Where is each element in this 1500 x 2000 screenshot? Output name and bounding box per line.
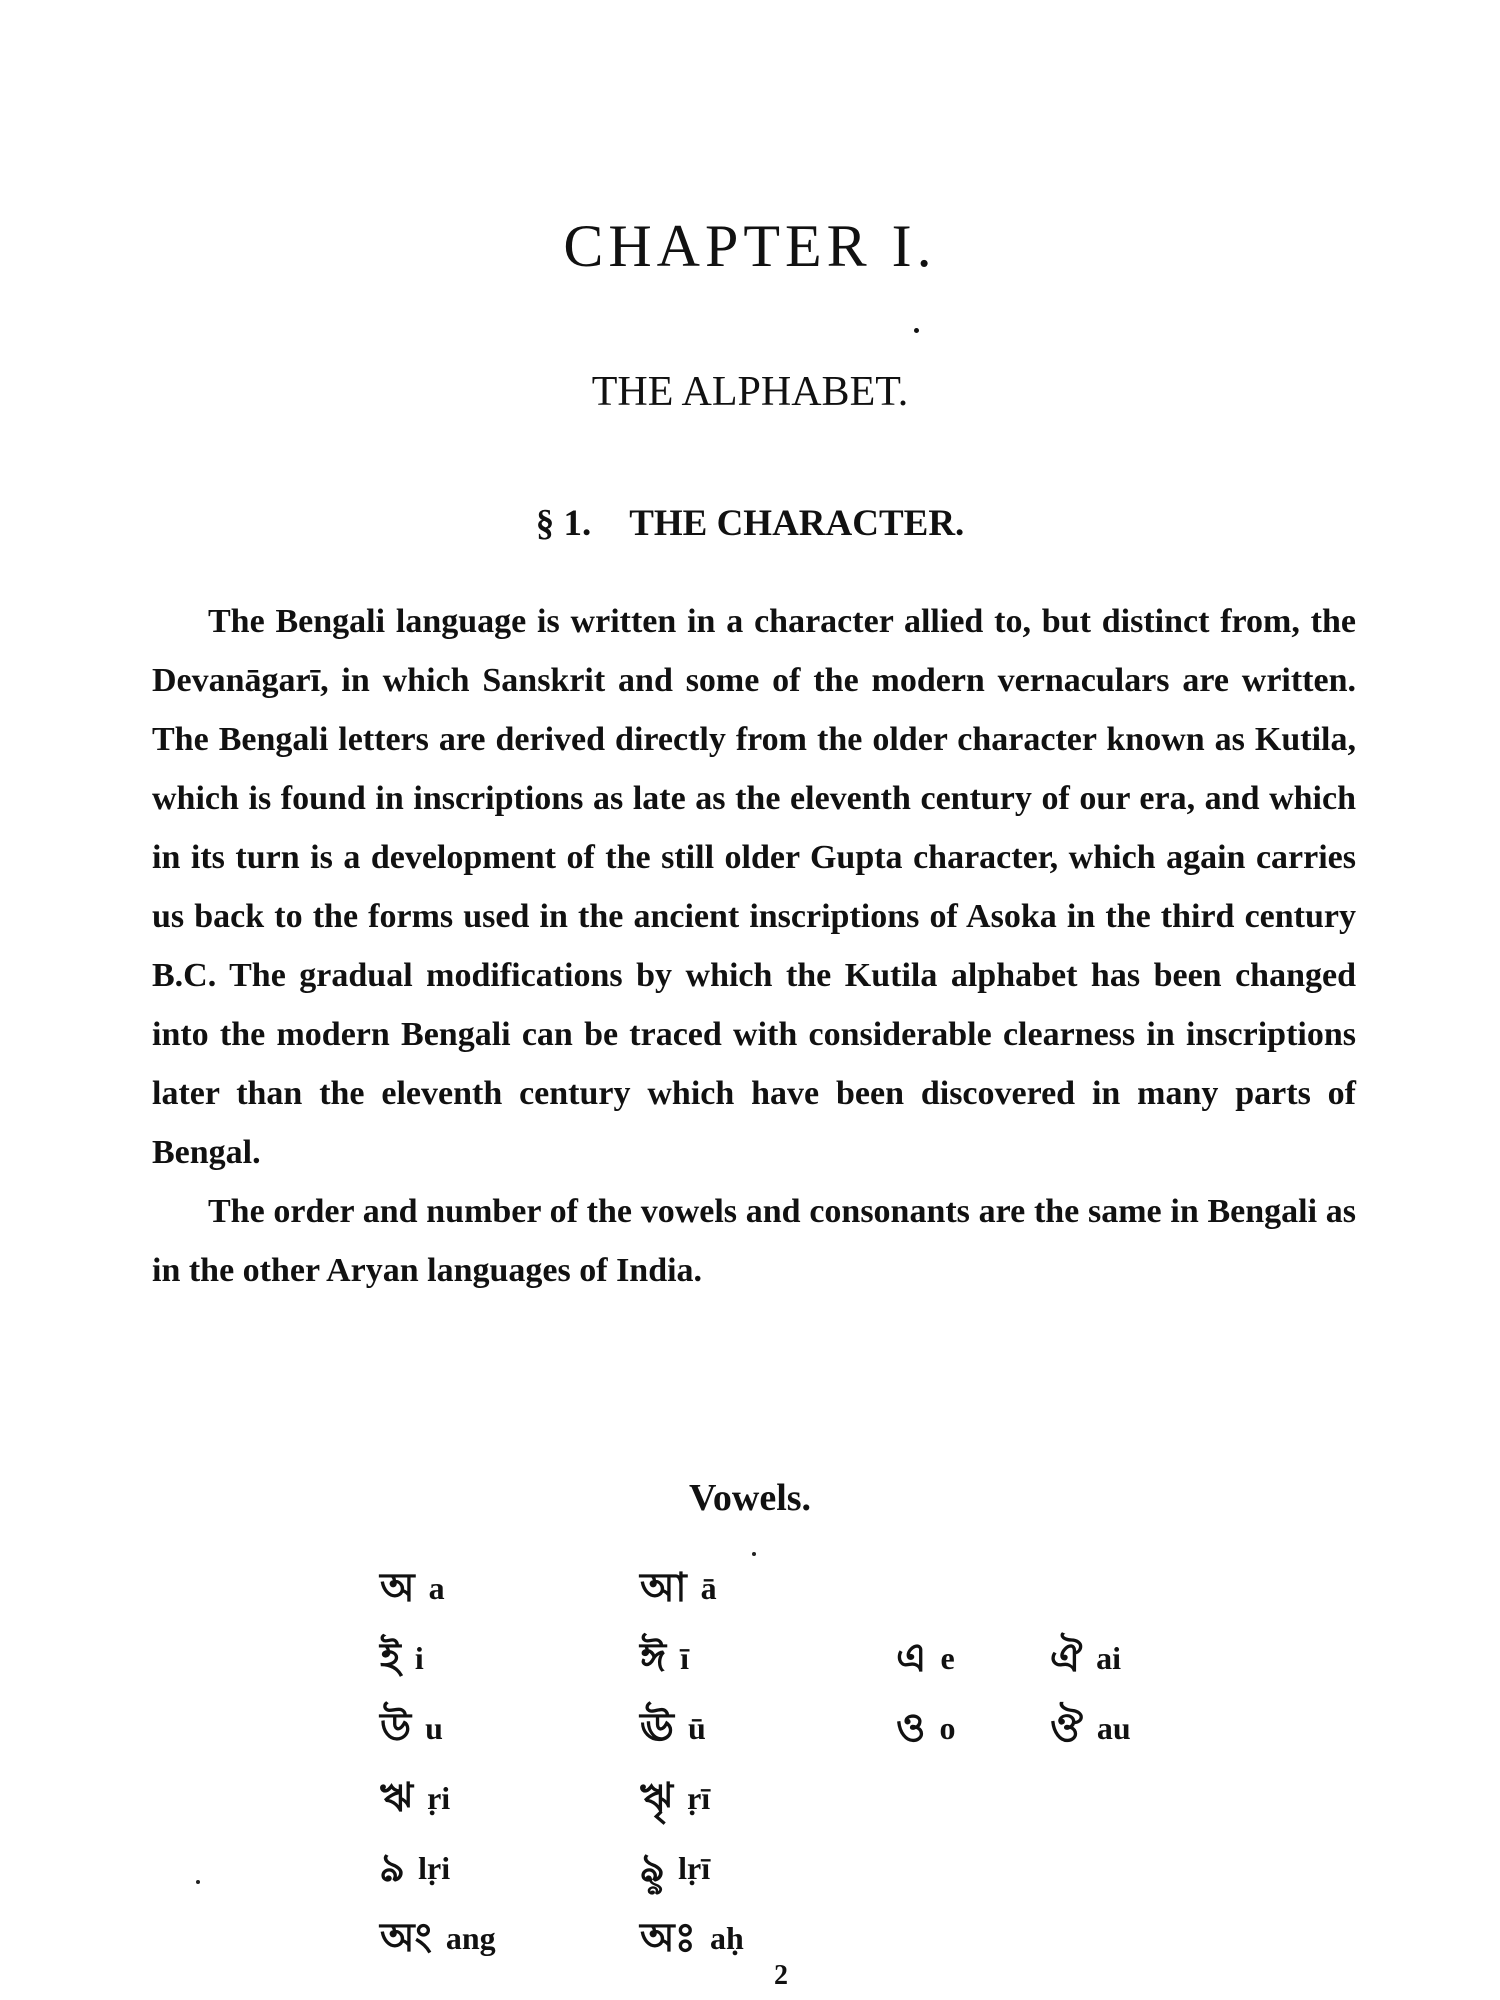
transliteration: lṛī (678, 1850, 711, 1886)
vowel-entry (380, 1556, 445, 1623)
paragraph: The order and number of the vowels and consonants are the same in Bengali as in the other Aryan languages of India. (152, 1193, 1356, 1289)
vowel-entry (380, 1766, 450, 1833)
transliteration: ā (700, 1570, 717, 1606)
bengali-letter: ৠ (640, 1775, 674, 1820)
transliteration: u (425, 1710, 443, 1746)
paragraph: The Bengali language is written in a character allied to, but distinct from, the Devanāgarī, in which Sanskrit and some of the modern vernaculars are written. The Bengali letters are derived directly from the older character known as Kutila, which is found in inscriptions as late as the eleventh century of our era, and which in its turn is a development of the still older Gupta character, which again carries us back to the forms used in the ancient inscriptions of Asoka in the third century B.C. The gradual modifications by which the Kutila alphabet has been changed into the modern Bengali can be traced with considerable clearness in inscriptions later than the eleventh century which have been discovered in many parts of Bengal. (152, 603, 1356, 1171)
vowel-entry (640, 1906, 744, 1973)
vowel-entry (640, 1696, 706, 1763)
vowel-entry (640, 1626, 689, 1693)
vowel-entry (1050, 1626, 1121, 1693)
bengali-letter: ঌ (380, 1845, 405, 1890)
section-number: § 1. (535, 503, 592, 544)
transliteration: e (940, 1640, 955, 1676)
vowel-entry (896, 1626, 955, 1693)
bengali-letter: ও (896, 1705, 926, 1750)
vowel-entry (640, 1766, 710, 1833)
vowel-entry (640, 1836, 710, 1903)
transliteration: ang (445, 1920, 496, 1956)
transliteration: lṛi (418, 1850, 451, 1886)
vowel-entry (380, 1836, 450, 1903)
print-speck (752, 1552, 756, 1556)
transliteration: a (428, 1570, 445, 1606)
bengali-letter: ঋ (380, 1775, 414, 1820)
bengali-letter: অঃ (640, 1915, 696, 1960)
vowel-entry (1050, 1696, 1131, 1763)
bengali-letter: ৡ (640, 1845, 665, 1890)
bengali-letter: এ (896, 1635, 927, 1680)
bengali-letter: ঈ (640, 1635, 667, 1680)
transliteration: au (1096, 1710, 1131, 1746)
bengali-letter: ই (380, 1635, 401, 1680)
chapter-title: CHAPTER I. (563, 213, 937, 279)
bengali-letter: আ (640, 1565, 687, 1610)
vowel-entry (896, 1696, 955, 1763)
transliteration: ī (680, 1640, 690, 1676)
chapter-subtitle: THE ALPHABET. (591, 369, 909, 415)
vowel-entry (380, 1696, 443, 1763)
transliteration: o (939, 1710, 956, 1746)
body-text (152, 592, 1356, 1300)
transliteration: aḥ (709, 1920, 744, 1956)
bengali-letter: অং (380, 1915, 432, 1960)
bengali-letter: ঊ (640, 1705, 674, 1750)
section-heading (0, 502, 1500, 545)
print-speck (196, 1880, 200, 1884)
transliteration: ai (1096, 1640, 1122, 1676)
vowel-entry (380, 1906, 496, 1973)
bengali-letter: অ (380, 1565, 415, 1610)
transliteration: ū (687, 1710, 706, 1746)
bengali-letter: ঔ (1050, 1705, 1083, 1750)
bengali-letter: উ (380, 1705, 412, 1750)
section-title: THE CHARACTER. (629, 503, 965, 544)
transliteration: ṛī (687, 1780, 711, 1816)
page-signature-mark: 2 (774, 1960, 788, 1991)
vowels-heading: Vowels. (688, 1477, 812, 1519)
bengali-letter: ঐ (1050, 1635, 1083, 1680)
vowel-entry (640, 1556, 717, 1623)
print-speck (914, 328, 919, 333)
transliteration: ṛi (427, 1780, 451, 1816)
vowel-entry (380, 1626, 424, 1693)
transliteration: i (414, 1640, 424, 1676)
